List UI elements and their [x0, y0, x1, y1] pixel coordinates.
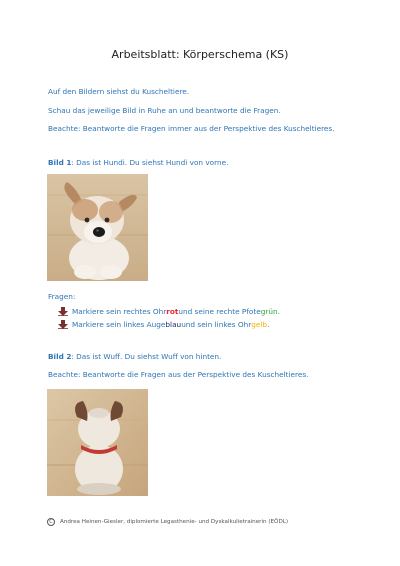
question-1-color-green: grün: [260, 307, 278, 316]
intro-line-1: Auf den Bildern siehst du Kuscheltiere.: [48, 87, 190, 96]
bild2-caption: [48, 352, 221, 361]
question-1-text-b: und seine rechte Pfote: [178, 307, 261, 316]
question-1-color-red: rot: [166, 307, 179, 316]
question-2-text-a: Markiere sein linkes Auge: [72, 320, 166, 329]
questions-label: Fragen:: [48, 292, 76, 301]
bild1-text: : Das ist Hundi. Du siehst Hundi von vorne.: [71, 158, 229, 167]
arrow-down-bullet-icon: [58, 320, 68, 329]
bild2-text: : Das ist Wuff. Du siehst Wuff von hinten.: [71, 352, 222, 361]
question-2-color-yellow: gelb: [251, 320, 268, 329]
wuff-photo: [47, 389, 148, 496]
copyright-icon: C: [47, 518, 55, 526]
page-title: Arbeitsblatt: Körperschema (KS): [111, 48, 289, 61]
question-2-text-b: und sein linkes Ohr: [181, 320, 252, 329]
question-item-2: [58, 320, 269, 329]
question-2-end: .: [267, 320, 270, 329]
hundi-plush-image: [47, 174, 148, 281]
bild1-label: Bild 1: [48, 158, 72, 167]
wuff-plush-image: [47, 389, 148, 496]
intro-line-2: Schau das jeweilige Bild in Ruhe an und beantworte die Fragen.: [48, 106, 281, 115]
question-2-color-blue: blau: [165, 320, 182, 329]
intro-line-3: Beachte: Beantworte die Fragen immer aus der Perspektive des Kuscheltieres.: [48, 124, 335, 133]
footer-text: Andrea Heinen-Giesler, diplomierte Legasthenie- und Dyskalkulietrainerin (EÖDL): [60, 519, 289, 525]
question-1-end: .: [277, 307, 280, 316]
arrow-down-bullet-icon: [58, 307, 68, 316]
question-item-1: [58, 307, 280, 316]
footer: [47, 518, 288, 526]
bild2-label: Bild 2: [48, 352, 72, 361]
question-1-text-a: Markiere sein rechtes Ohr: [72, 307, 167, 316]
bild2-note: Beachte: Beantworte die Fragen aus der Perspektive des Kuscheltieres.: [48, 370, 309, 379]
hundi-photo: [47, 174, 148, 281]
bild1-caption: [48, 158, 228, 167]
